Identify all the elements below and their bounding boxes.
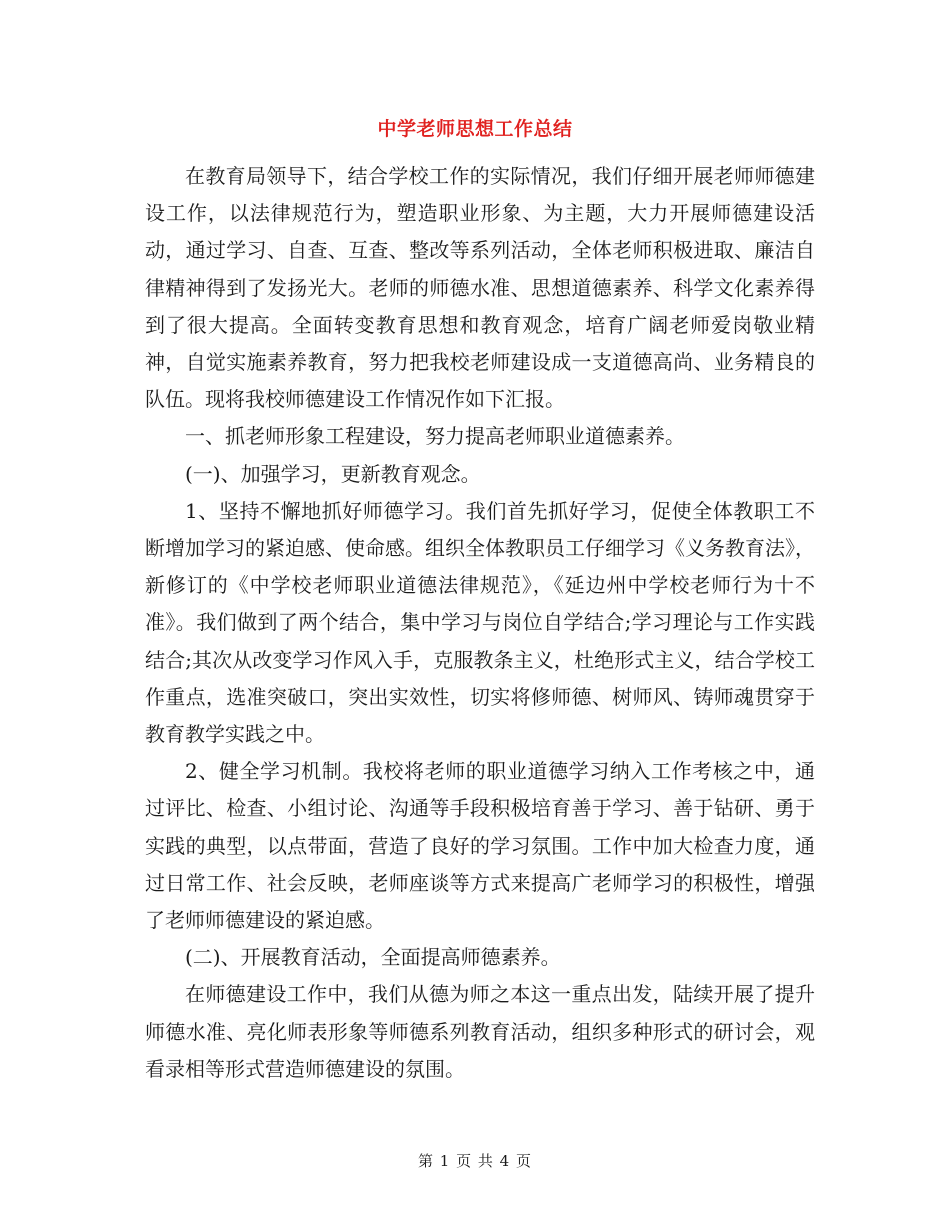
paragraph-activities: 在师德建设工作中，我们从德为师之本这一重点出发，陆续开展了提升师德水准、亮化师表形象等师德系列教育活动，组织多种形式的研讨会，观看录相等形式营造师德建设的氛围。 — [145, 982, 815, 1081]
paragraph-item-1: 1、坚持不懈地抓好师德学习。我们首先抓好学习，促使全体教职工不断增加学习的紧迫感、使命感。组织全体教职员工仔细学习《义务教育法》，新修订的《中学校老师职业道德法律规范》，《延边州中学校老师行为十不准》。我们做到了两个结合，集中学习与岗位自学结合;学习理论与工作实践结合;其次从改变学习作风入手，克服教条主义，杜绝形式主义，结合学校工作重点，选准突破口，突出实效性，切实将修师德、树师风、铸师魂贯穿于教育教学实践之中。 — [145, 498, 815, 747]
paragraph-subsection-2-heading: (二)、开展教育活动，全面提高师德素养。 — [185, 945, 561, 970]
paragraph-subsection-1-heading: (一)、加强学习，更新教育观念。 — [185, 461, 481, 486]
paragraph-intro: 在教育局领导下，结合学校工作的实际情况，我们仔细开展老师师德建设工作，以法律规范行为，塑造职业形象、为主题，大力开展师德建设活动，通过学习、自查、互查、整改等系列活动，全体老师积极进取、廉洁自律精神得到了发扬光大。老师的师德水准、思想道德素养、科学文化素养得到了很大提高。全面转变教育思想和教育观念，培育广阔老师爱岗敬业精神，自觉实施素养教育，努力把我校老师建设成一支道德高尚、业务精良的队伍。现将我校师德建设工作情况作如下汇报。 — [145, 164, 815, 412]
document-body — [145, 158, 815, 1088]
page-footer: 第 1 页 共 4 页 — [418, 1152, 532, 1170]
document-title: 中学老师思想工作总结 — [377, 118, 573, 140]
paragraph-section-1-heading: 一、抓老师形象工程建设，努力提高老师职业道德素养。 — [185, 424, 685, 449]
paragraph-item-2: 2、健全学习机制。我校将老师的职业道德学习纳入工作考核之中，通过评比、检查、小组讨论、沟通等手段积极培育善于学习、善于钻研、勇于实践的典型，以点带面，营造了良好的学习氛围。工作中加大检查力度，通过日常工作、社会反映，老师座谈等方式来提高广老师学习的积极性，增强了老师师德建设的紧迫感。 — [145, 759, 815, 933]
